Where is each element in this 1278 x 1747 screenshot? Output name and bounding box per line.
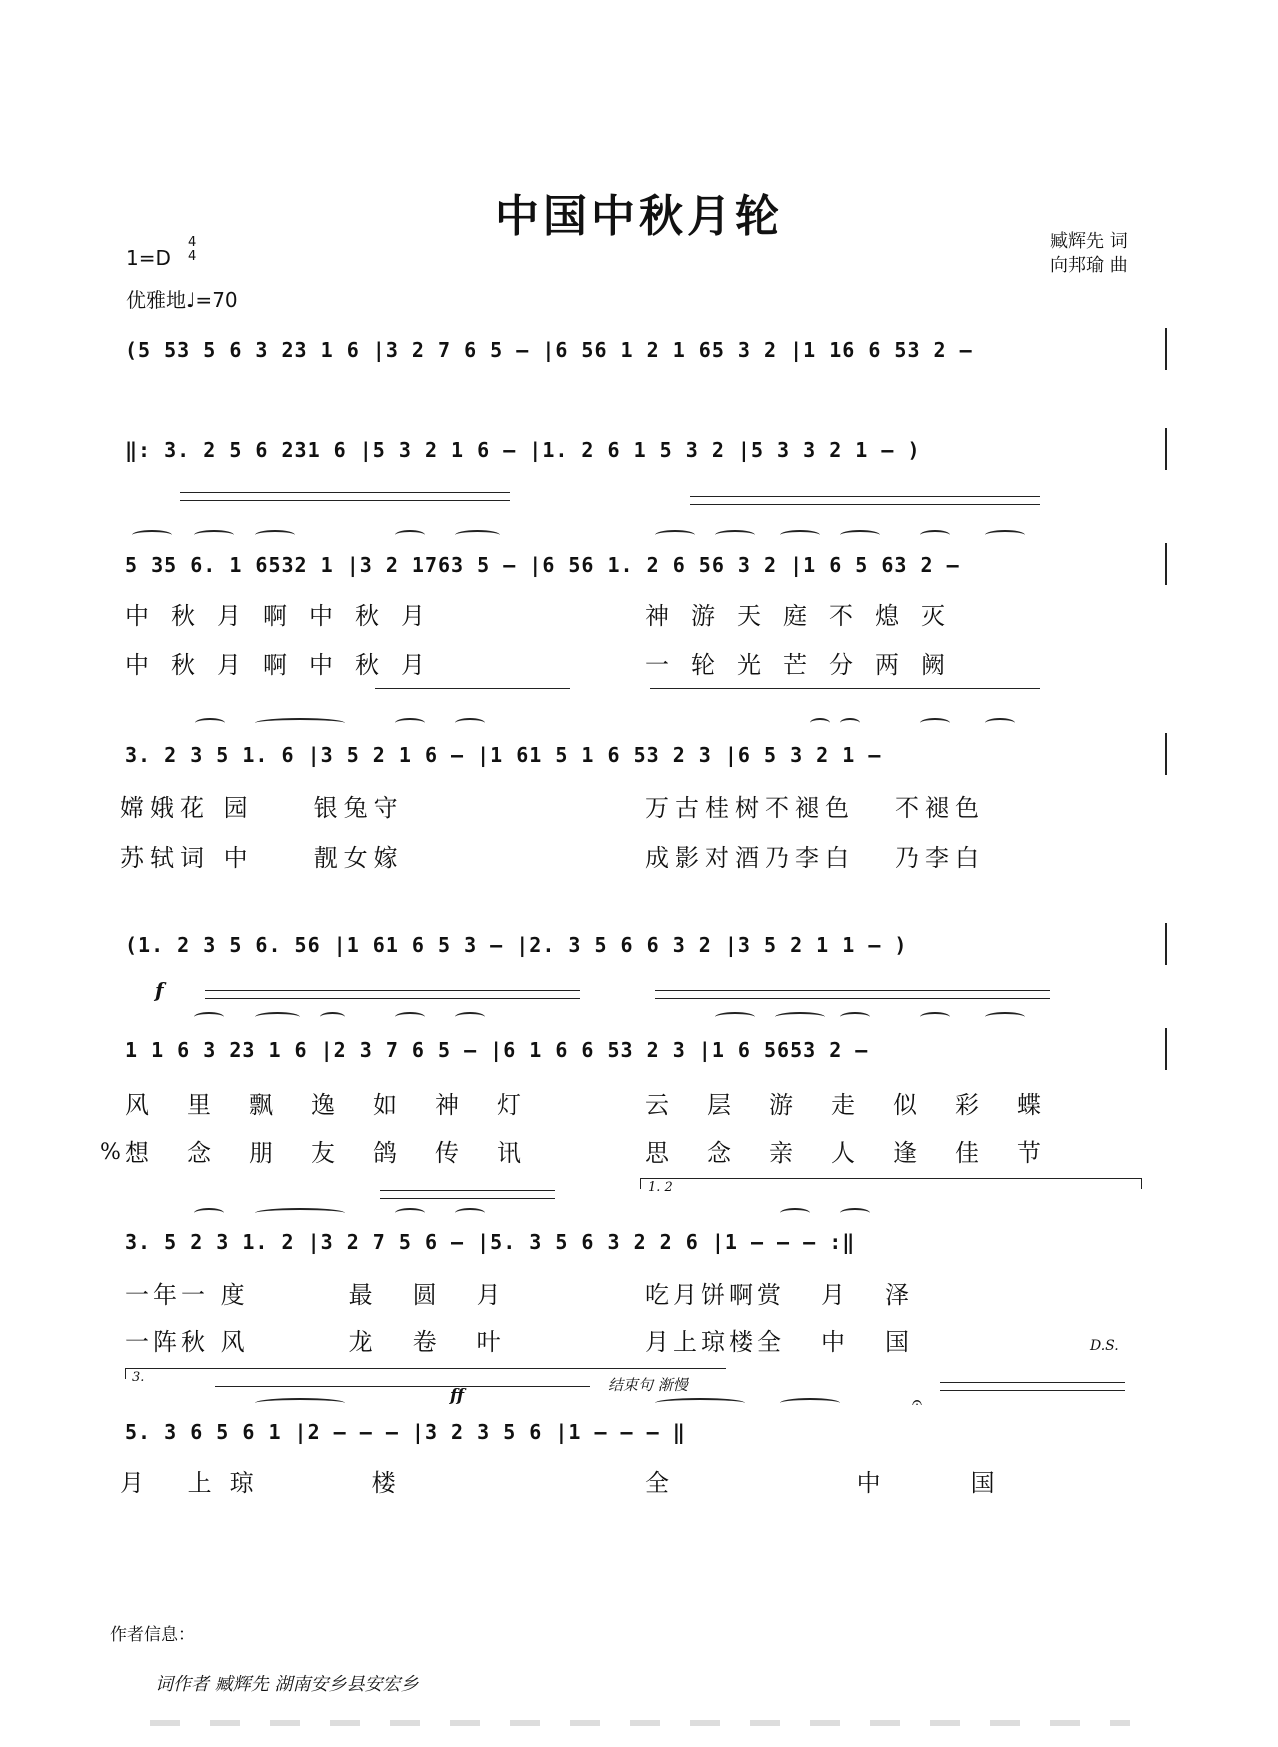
- time-bottom: 4: [188, 249, 197, 264]
- beam-rule: [215, 1386, 590, 1387]
- beam-rule: [180, 500, 510, 501]
- ending-instruction: 结束句 渐慢: [608, 1376, 688, 1394]
- slur: [715, 530, 755, 540]
- slur: [395, 530, 425, 540]
- dynamic-f: f: [155, 978, 164, 1002]
- slur: [780, 530, 820, 540]
- author-info-line: 词作者 臧辉先 湖南安乡县安宏乡: [155, 1674, 419, 1695]
- composer-credit: 向邦瑜 曲: [1050, 255, 1128, 276]
- beam-rule: [940, 1382, 1125, 1383]
- segno-sign: %: [100, 1140, 121, 1165]
- slur: [840, 1012, 870, 1022]
- dynamic-ff: ff: [450, 1386, 465, 1406]
- lyric-line-4b: 成影对酒乃李白 乃李白: [645, 844, 985, 872]
- lyric-line-1: 中秋月啊中秋月: [125, 602, 447, 630]
- beam-rule: [205, 990, 580, 991]
- beam-rule: [650, 688, 1040, 689]
- beam-rule: [180, 492, 510, 493]
- slur: [655, 530, 695, 540]
- slur: [920, 530, 950, 540]
- slur: [132, 530, 172, 540]
- volta-label-1-2: 1. 2: [648, 1180, 673, 1195]
- beam-rule: [690, 504, 1040, 505]
- beam-rule: [205, 998, 580, 999]
- barline: [1165, 328, 1167, 370]
- score-title: 中国中秋月轮: [495, 191, 783, 242]
- slur: [920, 718, 950, 728]
- barline: [1165, 923, 1167, 965]
- slur: [455, 530, 500, 540]
- slur: [920, 1012, 950, 1022]
- author-info-heading: 作者信息：: [110, 1625, 195, 1645]
- lyric-line-7: 一年一 度 最圆月: [125, 1281, 541, 1309]
- lyric-line-9: 月 上琼 楼: [120, 1469, 414, 1497]
- lyric-line-2b: 一轮光芒分两阙: [645, 651, 967, 679]
- slur: [395, 718, 425, 728]
- slur: [810, 718, 830, 728]
- slur: [395, 1012, 425, 1022]
- notation-line-4: 3. 2 3 5 1. 6 |3 5 2 1 6 – |1 61 5 1 6 53 2 3 |6 5 3 2 1 –: [125, 743, 882, 767]
- slur: [255, 1208, 345, 1218]
- volta-bracket-1-2: [640, 1178, 1142, 1189]
- slur: [775, 1012, 825, 1022]
- tempo-marking: 优雅地♩=70: [126, 288, 238, 312]
- barline: [1165, 1028, 1167, 1070]
- slur: [255, 718, 345, 728]
- barline: [1165, 733, 1167, 775]
- slur: [195, 718, 225, 728]
- slur: [985, 718, 1015, 728]
- cropped-text-row: [150, 1720, 1130, 1726]
- beam-rule: [380, 1190, 555, 1191]
- notation-line-2: ‖: 3. 2 5 6 231 6 |5 3 2 1 6 – |1. 2 6 1 5 3 2 |5 3 3 2 1 – ): [125, 438, 921, 462]
- slur: [194, 1012, 224, 1022]
- slur: [194, 1208, 224, 1218]
- lyric-line-6b: 思念亲人逢佳节: [645, 1139, 1079, 1167]
- lyric-line-1b: 神游天庭不熄灭: [645, 602, 967, 630]
- lyric-line-5b: 云层游走似彩蝶: [645, 1091, 1079, 1119]
- fermata-icon: 𝄐: [912, 1392, 923, 1413]
- dal-segno-mark: D.S.: [1090, 1338, 1119, 1354]
- lyricist-credit: 臧辉先 词: [1050, 231, 1128, 252]
- notation-line-7: 3. 5 2 3 1. 2 |3 2 7 5 6 – |5. 3 5 6 3 2 2 6 |1 – – – :‖: [125, 1230, 856, 1254]
- notation-line-1: (5 53 5 6 3 23 1 6 |3 2 7 6 5 – |6 56 1 2 1 65 3 2 |1 16 6 53 2 –: [125, 338, 973, 362]
- slur: [840, 718, 860, 728]
- beam-rule: [380, 1198, 555, 1199]
- slur: [780, 1208, 810, 1218]
- time-signature: [188, 236, 196, 264]
- time-top: 4: [188, 235, 197, 250]
- beam-rule: [940, 1390, 1125, 1391]
- slur: [395, 1208, 425, 1218]
- lyric-line-3: 嫦娥花 园 银兔守: [120, 794, 404, 822]
- slur: [715, 1012, 755, 1022]
- slur: [780, 1398, 840, 1408]
- credits: [1050, 230, 1128, 278]
- notation-line-6: 1 1 6 3 23 1 6 |2 3 7 6 5 – |6 1 6 6 53 2 3 |1 6 5653 2 –: [125, 1038, 869, 1062]
- slur: [985, 530, 1025, 540]
- lyric-line-2: 中秋月啊中秋月: [125, 651, 447, 679]
- barline: [1165, 428, 1167, 470]
- lyric-line-9b: 全 中国: [645, 1469, 1085, 1497]
- slur: [455, 1012, 485, 1022]
- lyric-line-8: 一阵秋 风 龙卷叶: [125, 1328, 541, 1356]
- notation-line-8: 5. 3 6 5 6 1 |2 – – – |3 2 3 5 6 |1 – – – ‖: [125, 1420, 686, 1444]
- slur: [840, 530, 880, 540]
- lyric-line-8b: 月上琼楼全 中国: [645, 1328, 949, 1356]
- slur: [985, 1012, 1025, 1022]
- notation-line-5: (1. 2 3 5 6. 56 |1 61 6 5 3 – |2. 3 5 6 6 3 2 |3 5 2 1 1 – ): [125, 933, 908, 957]
- slur: [255, 530, 295, 540]
- key-signature: 1=D: [126, 246, 171, 270]
- volta-label-3: 3.: [132, 1370, 145, 1385]
- lyric-line-3b: 万古桂树不褪色 不褪色: [645, 794, 985, 822]
- slur: [255, 1012, 300, 1022]
- lyric-line-4: 苏轼词 中 靓女嫁: [120, 844, 404, 872]
- lyric-line-6: 想念朋友鸽传讯: [125, 1139, 559, 1167]
- slur: [455, 1208, 485, 1218]
- barline: [1165, 543, 1167, 585]
- lyric-line-5: 风里飘逸如神灯: [125, 1091, 559, 1119]
- slur: [255, 1398, 345, 1408]
- slur: [655, 1398, 745, 1408]
- beam-rule: [655, 998, 1050, 999]
- beam-rule: [655, 990, 1050, 991]
- beam-rule: [690, 496, 1040, 497]
- beam-rule: [375, 688, 570, 689]
- slur: [455, 718, 485, 728]
- notation-line-3: 5 35 6. 1 6532 1 |3 2 1763 5 – |6 56 1. 2 6 56 3 2 |1 6 5 63 2 –: [125, 553, 960, 577]
- slur: [320, 1012, 345, 1022]
- slur: [840, 1208, 870, 1218]
- lyric-line-7b: 吃月饼啊赏 月泽: [645, 1281, 949, 1309]
- slur: [194, 530, 234, 540]
